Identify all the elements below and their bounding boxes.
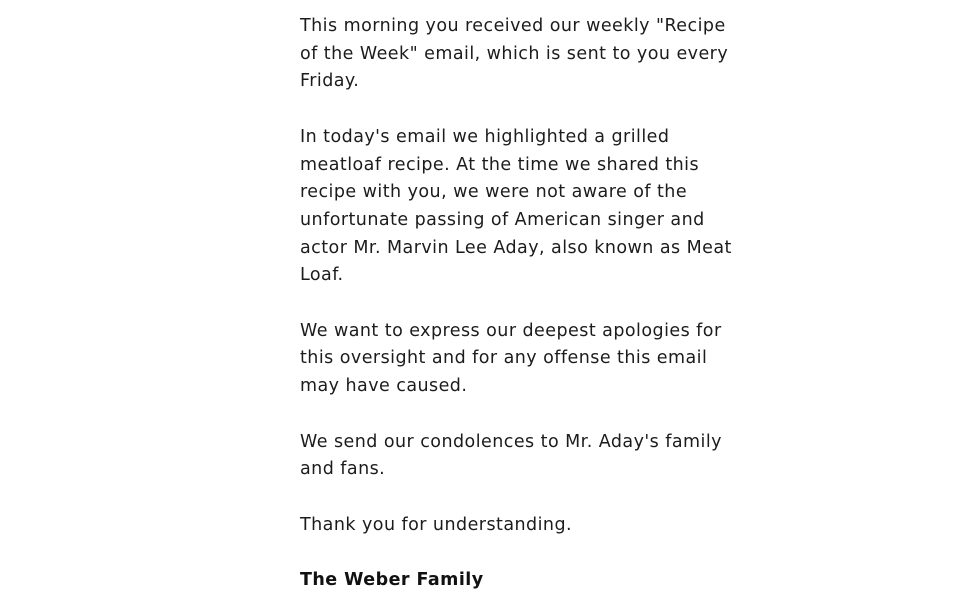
paragraph-condolences: We send our condolences to Mr. Aday's family and fans. [300, 431, 722, 480]
signature: The Weber Family [300, 569, 484, 590]
paragraph-intro: This morning you received our weekly "Recipe of the Week" email, which is sent to you every Friday. [300, 16, 729, 92]
email-body [300, 13, 740, 595]
paragraph-recipe-context: In today's email we highlighted a grilled meatloaf recipe. At the time we shared this recipe with you, we were not aware of the unfortunate passing of American singer and actor Mr. Marvin Lee Aday, also known as Meat Loaf. [300, 126, 732, 286]
paragraph-apology: We want to express our deepest apologies for this oversight and for any offense this email may have caused. [300, 320, 722, 397]
paragraph-thanks: Thank you for understanding. [300, 514, 573, 535]
